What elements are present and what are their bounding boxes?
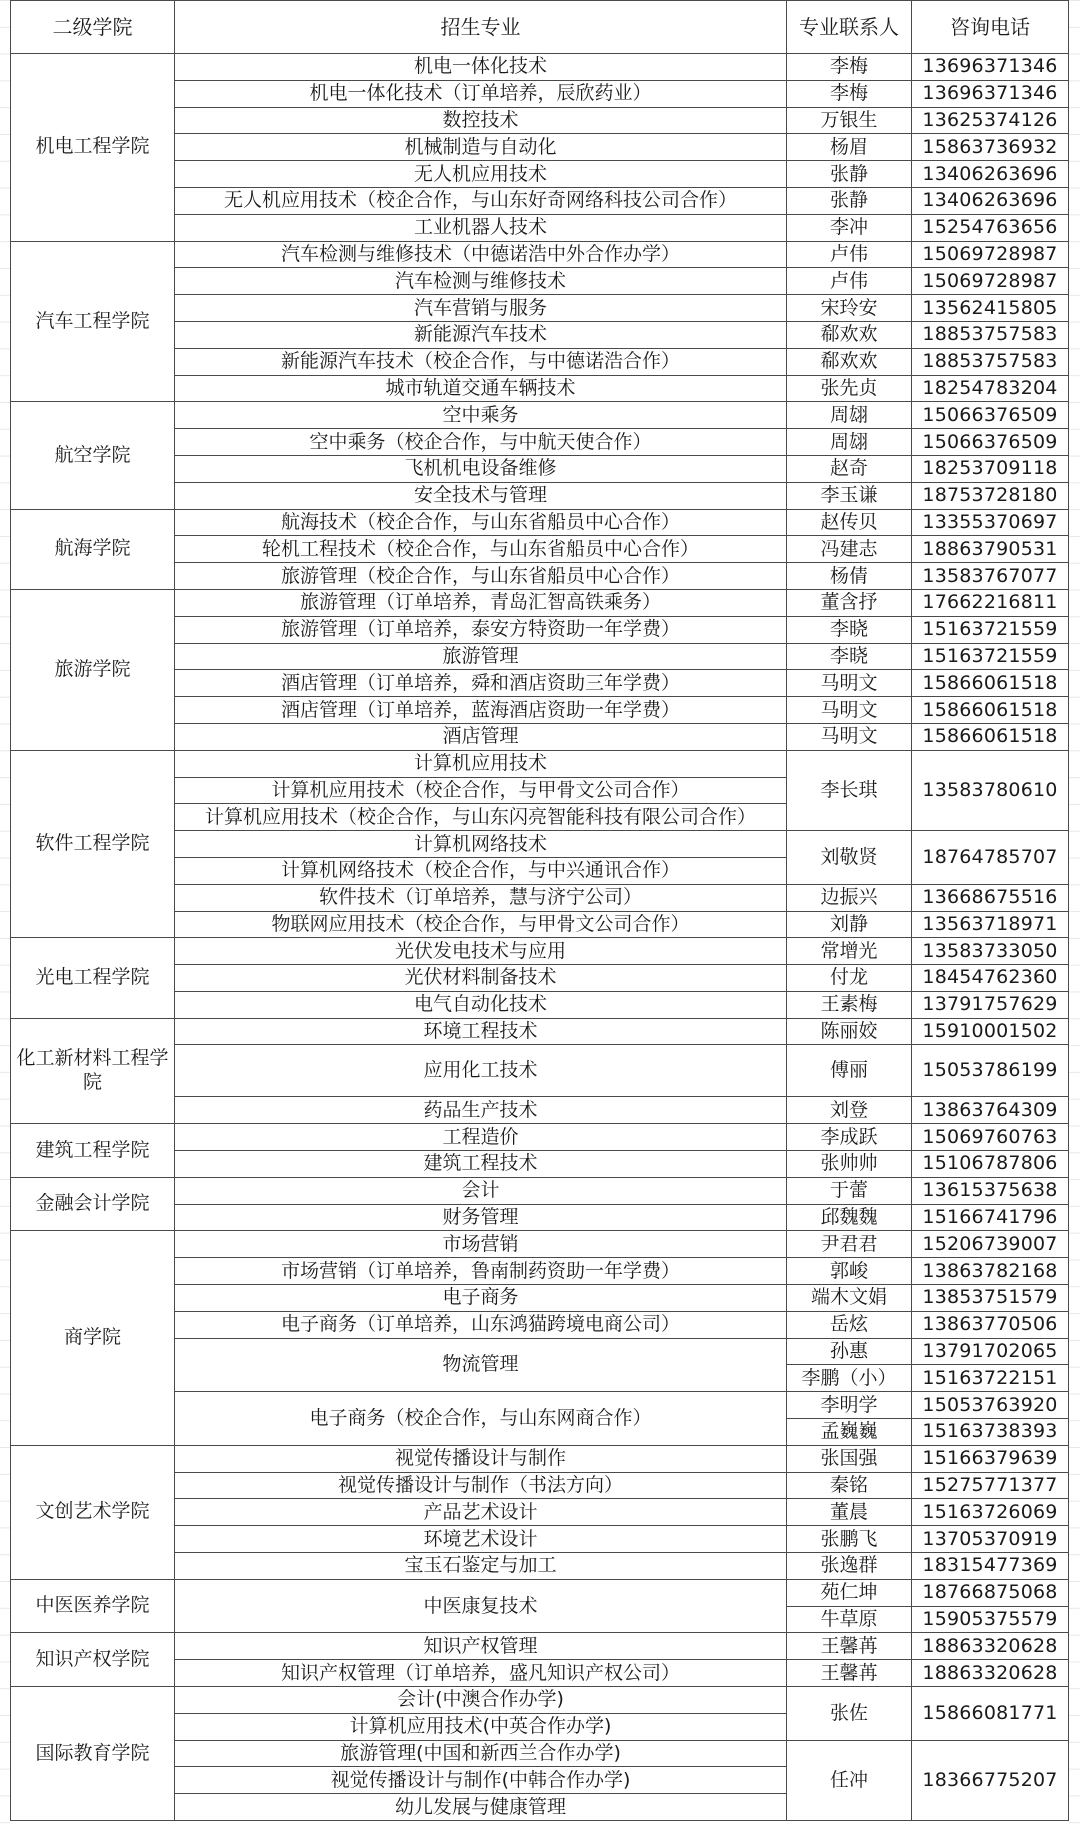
phone-cell: 18753728180	[912, 482, 1069, 509]
phone-cell: 18853757583	[912, 348, 1069, 375]
phone-cell: 13355370697	[912, 509, 1069, 536]
contact-cell: 李梅	[787, 54, 912, 81]
contact-cell: 张逸群	[787, 1553, 912, 1580]
contact-cell: 张佐	[787, 1687, 912, 1741]
phone-cell: 18254783204	[912, 375, 1069, 402]
phone-cell: 18253709118	[912, 455, 1069, 482]
major-cell: 物流管理	[175, 1338, 787, 1392]
table-row	[11, 589, 1069, 616]
major-cell: 视觉传播设计与制作	[175, 1445, 787, 1472]
phone-cell: 13625374126	[912, 107, 1069, 134]
contact-cell: 苑仁坤	[787, 1579, 912, 1606]
contact-cell: 陈丽姣	[787, 1018, 912, 1045]
contact-cell: 张静	[787, 187, 912, 214]
contact-cell: 郗欢欢	[787, 321, 912, 348]
phone-cell: 15866061518	[912, 723, 1069, 750]
contact-cell: 王馨苒	[787, 1633, 912, 1660]
major-cell: 机电一体化技术	[175, 54, 787, 81]
college-cell: 汽车工程学院	[11, 241, 175, 402]
major-cell: 光伏发电技术与应用	[175, 938, 787, 965]
phone-cell: 15163722151	[912, 1365, 1069, 1392]
contact-cell: 边振兴	[787, 884, 912, 911]
major-cell: 视觉传播设计与制作(中韩合作办学)	[175, 1767, 787, 1794]
phone-cell: 13583767077	[912, 563, 1069, 590]
major-cell: 空中乘务（校企合作，与中航天使合作）	[175, 429, 787, 456]
phone-cell: 15066376509	[912, 402, 1069, 429]
major-cell: 知识产权管理（订单培养，盛凡知识产权公司）	[175, 1660, 787, 1687]
phone-cell: 15066376509	[912, 429, 1069, 456]
table-row	[11, 241, 1069, 268]
major-cell: 计算机应用技术(中英合作办学)	[175, 1713, 787, 1740]
contact-cell: 尹君君	[787, 1231, 912, 1258]
contact-cell: 李晓	[787, 616, 912, 643]
contact-cell: 常增光	[787, 938, 912, 965]
contact-cell: 李冲	[787, 214, 912, 241]
major-cell: 财务管理	[175, 1204, 787, 1231]
phone-cell: 13583733050	[912, 938, 1069, 965]
phone-cell: 18863320628	[912, 1633, 1069, 1660]
contact-cell: 郗欢欢	[787, 348, 912, 375]
phone-cell: 18863320628	[912, 1660, 1069, 1687]
college-cell: 航空学院	[11, 402, 175, 509]
phone-cell: 18853757583	[912, 321, 1069, 348]
table-row	[11, 509, 1069, 536]
major-cell: 机电一体化技术（订单培养，辰欣药业）	[175, 80, 787, 107]
major-cell: 市场营销	[175, 1231, 787, 1258]
college-cell: 软件工程学院	[11, 750, 175, 938]
college-cell: 国际教育学院	[11, 1687, 175, 1821]
major-cell: 安全技术与管理	[175, 482, 787, 509]
major-cell: 旅游管理(中国和新西兰合作办学)	[175, 1740, 787, 1767]
enrollment-contact-table	[10, 0, 1069, 1821]
phone-cell: 17662216811	[912, 589, 1069, 616]
contact-cell: 张先贞	[787, 375, 912, 402]
contact-cell: 冯建志	[787, 536, 912, 563]
phone-cell: 18863790531	[912, 536, 1069, 563]
major-cell: 工程造价	[175, 1124, 787, 1151]
major-cell: 汽车检测与维修技术	[175, 268, 787, 295]
college-cell: 中医医养学院	[11, 1579, 175, 1633]
contact-cell: 李长琪	[787, 750, 912, 830]
contact-cell: 周翃	[787, 402, 912, 429]
contact-cell: 董含抒	[787, 589, 912, 616]
phone-cell: 18366775207	[912, 1740, 1069, 1820]
contact-cell: 王馨苒	[787, 1660, 912, 1687]
phone-cell: 15166379639	[912, 1445, 1069, 1472]
major-cell: 新能源汽车技术（校企合作，与中德诺浩合作）	[175, 348, 787, 375]
major-cell: 会计	[175, 1177, 787, 1204]
contact-cell: 邱魏魏	[787, 1204, 912, 1231]
major-cell: 中医康复技术	[175, 1579, 787, 1633]
contact-cell: 卢伟	[787, 241, 912, 268]
phone-cell: 18454762360	[912, 965, 1069, 992]
contact-cell: 董晨	[787, 1499, 912, 1526]
contact-cell: 刘敬贤	[787, 831, 912, 885]
major-cell: 无人机应用技术	[175, 161, 787, 188]
major-cell: 空中乘务	[175, 402, 787, 429]
phone-cell: 15206739007	[912, 1231, 1069, 1258]
table-row	[11, 1124, 1069, 1151]
major-cell: 飞机机电设备维修	[175, 455, 787, 482]
college-cell: 旅游学院	[11, 589, 175, 750]
major-cell: 电气自动化技术	[175, 991, 787, 1018]
table-row	[11, 1687, 1069, 1714]
major-cell: 知识产权管理	[175, 1633, 787, 1660]
phone-cell: 15069760763	[912, 1124, 1069, 1151]
major-cell: 幼儿发展与健康管理	[175, 1794, 787, 1821]
contact-cell: 赵传贝	[787, 509, 912, 536]
contact-cell: 马明文	[787, 723, 912, 750]
college-cell: 知识产权学院	[11, 1633, 175, 1687]
phone-cell: 13406263696	[912, 161, 1069, 188]
major-cell: 旅游管理	[175, 643, 787, 670]
major-cell: 机械制造与自动化	[175, 134, 787, 161]
phone-cell: 13863764309	[912, 1097, 1069, 1124]
contact-cell: 于蕾	[787, 1177, 912, 1204]
contact-cell: 张静	[787, 161, 912, 188]
table-body	[11, 54, 1069, 1821]
major-cell: 软件技术（订单培养，慧与济宁公司）	[175, 884, 787, 911]
table-row	[11, 402, 1069, 429]
phone-cell: 13705370919	[912, 1526, 1069, 1553]
phone-cell: 15905375579	[912, 1606, 1069, 1633]
contact-cell: 孙惠	[787, 1338, 912, 1365]
contact-cell: 周翃	[787, 429, 912, 456]
major-cell: 无人机应用技术（校企合作，与山东好奇网络科技公司合作）	[175, 187, 787, 214]
college-cell: 商学院	[11, 1231, 175, 1445]
phone-cell: 15254763656	[912, 214, 1069, 241]
contact-cell: 马明文	[787, 697, 912, 724]
table-row	[11, 750, 1069, 777]
contact-cell: 任冲	[787, 1740, 912, 1820]
major-cell: 酒店管理	[175, 723, 787, 750]
major-cell: 会计(中澳合作办学)	[175, 1687, 787, 1714]
sheet-grid-left-margin	[0, 0, 10, 1840]
contact-cell: 张国强	[787, 1445, 912, 1472]
major-cell: 旅游管理（校企合作，与山东省船员中心合作）	[175, 563, 787, 590]
major-cell: 计算机应用技术（校企合作，与甲骨文公司合作）	[175, 777, 787, 804]
table-row	[11, 1633, 1069, 1660]
major-cell: 电子商务（订单培养，山东鸿猫跨境电商公司）	[175, 1311, 787, 1338]
contact-cell: 孟巍巍	[787, 1419, 912, 1446]
contact-cell: 付龙	[787, 965, 912, 992]
phone-cell: 13863782168	[912, 1258, 1069, 1285]
major-cell: 汽车检测与维修技术（中德诺浩中外合作办学）	[175, 241, 787, 268]
phone-cell: 15053786199	[912, 1045, 1069, 1097]
phone-cell: 18766875068	[912, 1579, 1069, 1606]
contact-cell: 李成跃	[787, 1124, 912, 1151]
header-contact: 专业联系人	[787, 1, 912, 54]
contact-cell: 秦铭	[787, 1472, 912, 1499]
phone-cell: 13615375638	[912, 1177, 1069, 1204]
major-cell: 建筑工程技术	[175, 1151, 787, 1178]
contact-cell: 李晓	[787, 643, 912, 670]
sheet-grid-right-margin	[1069, 0, 1080, 1840]
phone-cell: 13406263696	[912, 187, 1069, 214]
phone-cell: 15866081771	[912, 1687, 1069, 1741]
phone-cell: 18315477369	[912, 1553, 1069, 1580]
major-cell: 计算机网络技术	[175, 831, 787, 858]
major-cell: 酒店管理（订单培养，舜和酒店资助三年学费）	[175, 670, 787, 697]
college-cell: 航海学院	[11, 509, 175, 589]
phone-cell: 15866061518	[912, 697, 1069, 724]
contact-cell: 傅丽	[787, 1045, 912, 1097]
college-cell: 化工新材料工程学院	[11, 1018, 175, 1124]
major-cell: 汽车营销与服务	[175, 295, 787, 322]
table-row	[11, 1177, 1069, 1204]
phone-cell: 13562415805	[912, 295, 1069, 322]
contact-cell: 张鹏飞	[787, 1526, 912, 1553]
major-cell: 新能源汽车技术	[175, 321, 787, 348]
college-cell: 机电工程学院	[11, 54, 175, 242]
major-cell: 计算机应用技术	[175, 750, 787, 777]
contact-cell: 刘静	[787, 911, 912, 938]
contact-cell: 杨倩	[787, 563, 912, 590]
phone-cell: 15069728987	[912, 241, 1069, 268]
phone-cell: 13791702065	[912, 1338, 1069, 1365]
phone-cell: 13696371346	[912, 80, 1069, 107]
phone-cell: 15910001502	[912, 1018, 1069, 1045]
phone-cell: 15166741796	[912, 1204, 1069, 1231]
phone-cell: 15163738393	[912, 1419, 1069, 1446]
college-cell: 光电工程学院	[11, 938, 175, 1018]
contact-cell: 卢伟	[787, 268, 912, 295]
major-cell: 城市轨道交通车辆技术	[175, 375, 787, 402]
major-cell: 电子商务	[175, 1285, 787, 1312]
phone-cell: 13696371346	[912, 54, 1069, 81]
major-cell: 计算机网络技术（校企合作，与中兴通讯合作）	[175, 857, 787, 884]
major-cell: 轮机工程技术（校企合作，与山东省船员中心合作）	[175, 536, 787, 563]
major-cell: 宝玉石鉴定与加工	[175, 1553, 787, 1580]
phone-cell: 15163726069	[912, 1499, 1069, 1526]
college-cell: 金融会计学院	[11, 1177, 175, 1231]
phone-cell: 13863770506	[912, 1311, 1069, 1338]
major-cell: 电子商务（校企合作，与山东网商合作）	[175, 1392, 787, 1446]
phone-cell: 15275771377	[912, 1472, 1069, 1499]
contact-cell: 李梅	[787, 80, 912, 107]
major-cell: 光伏材料制备技术	[175, 965, 787, 992]
table-row	[11, 1579, 1069, 1606]
phone-cell: 13668675516	[912, 884, 1069, 911]
contact-cell: 王素梅	[787, 991, 912, 1018]
phone-cell: 15069728987	[912, 268, 1069, 295]
major-cell: 应用化工技术	[175, 1045, 787, 1097]
major-cell: 酒店管理（订单培养，蓝海酒店资助一年学费）	[175, 697, 787, 724]
table-row	[11, 1018, 1069, 1045]
header-major: 招生专业	[175, 1, 787, 54]
phone-cell: 13791757629	[912, 991, 1069, 1018]
major-cell: 环境艺术设计	[175, 1526, 787, 1553]
phone-cell: 15863736932	[912, 134, 1069, 161]
contact-cell: 马明文	[787, 670, 912, 697]
table-row	[11, 938, 1069, 965]
contact-cell: 李明学	[787, 1392, 912, 1419]
phone-cell: 15163721559	[912, 643, 1069, 670]
phone-cell: 13583780610	[912, 750, 1069, 830]
contact-cell: 郭峻	[787, 1258, 912, 1285]
header-college: 二级学院	[11, 1, 175, 54]
header-phone: 咨询电话	[912, 1, 1069, 54]
major-cell: 旅游管理（订单培养，青岛汇智高铁乘务）	[175, 589, 787, 616]
phone-cell: 13563718971	[912, 911, 1069, 938]
phone-cell: 15053763920	[912, 1392, 1069, 1419]
phone-cell: 15106787806	[912, 1151, 1069, 1178]
major-cell: 计算机应用技术（校企合作，与山东闪亮智能科技有限公司合作）	[175, 804, 787, 831]
table-row	[11, 54, 1069, 81]
contact-cell: 端木文娟	[787, 1285, 912, 1312]
contact-cell: 李玉谦	[787, 482, 912, 509]
phone-cell: 13853751579	[912, 1285, 1069, 1312]
major-cell: 旅游管理（订单培养，泰安方特资助一年学费）	[175, 616, 787, 643]
major-cell: 市场营销（订单培养，鲁南制药资助一年学费）	[175, 1258, 787, 1285]
contact-cell: 赵奇	[787, 455, 912, 482]
phone-cell: 15163721559	[912, 616, 1069, 643]
contact-cell: 牛草原	[787, 1606, 912, 1633]
contact-cell: 张帅帅	[787, 1151, 912, 1178]
contact-cell: 岳炫	[787, 1311, 912, 1338]
major-cell: 药品生产技术	[175, 1097, 787, 1124]
table-row	[11, 1231, 1069, 1258]
contact-cell: 宋玲安	[787, 295, 912, 322]
contact-cell: 杨眉	[787, 134, 912, 161]
major-cell: 数控技术	[175, 107, 787, 134]
contact-cell: 李鹏（小）	[787, 1365, 912, 1392]
major-cell: 物联网应用技术（校企合作，与甲骨文公司合作）	[175, 911, 787, 938]
contact-cell: 万银生	[787, 107, 912, 134]
major-cell: 环境工程技术	[175, 1018, 787, 1045]
phone-cell: 15866061518	[912, 670, 1069, 697]
table-row	[11, 1445, 1069, 1472]
major-cell: 视觉传播设计与制作（书法方向）	[175, 1472, 787, 1499]
phone-cell: 18764785707	[912, 831, 1069, 885]
major-cell: 产品艺术设计	[175, 1499, 787, 1526]
college-cell: 文创艺术学院	[11, 1445, 175, 1579]
major-cell: 工业机器人技术	[175, 214, 787, 241]
header-row	[11, 1, 1069, 54]
major-cell: 航海技术（校企合作，与山东省船员中心合作）	[175, 509, 787, 536]
contact-cell: 刘登	[787, 1097, 912, 1124]
college-cell: 建筑工程学院	[11, 1124, 175, 1178]
